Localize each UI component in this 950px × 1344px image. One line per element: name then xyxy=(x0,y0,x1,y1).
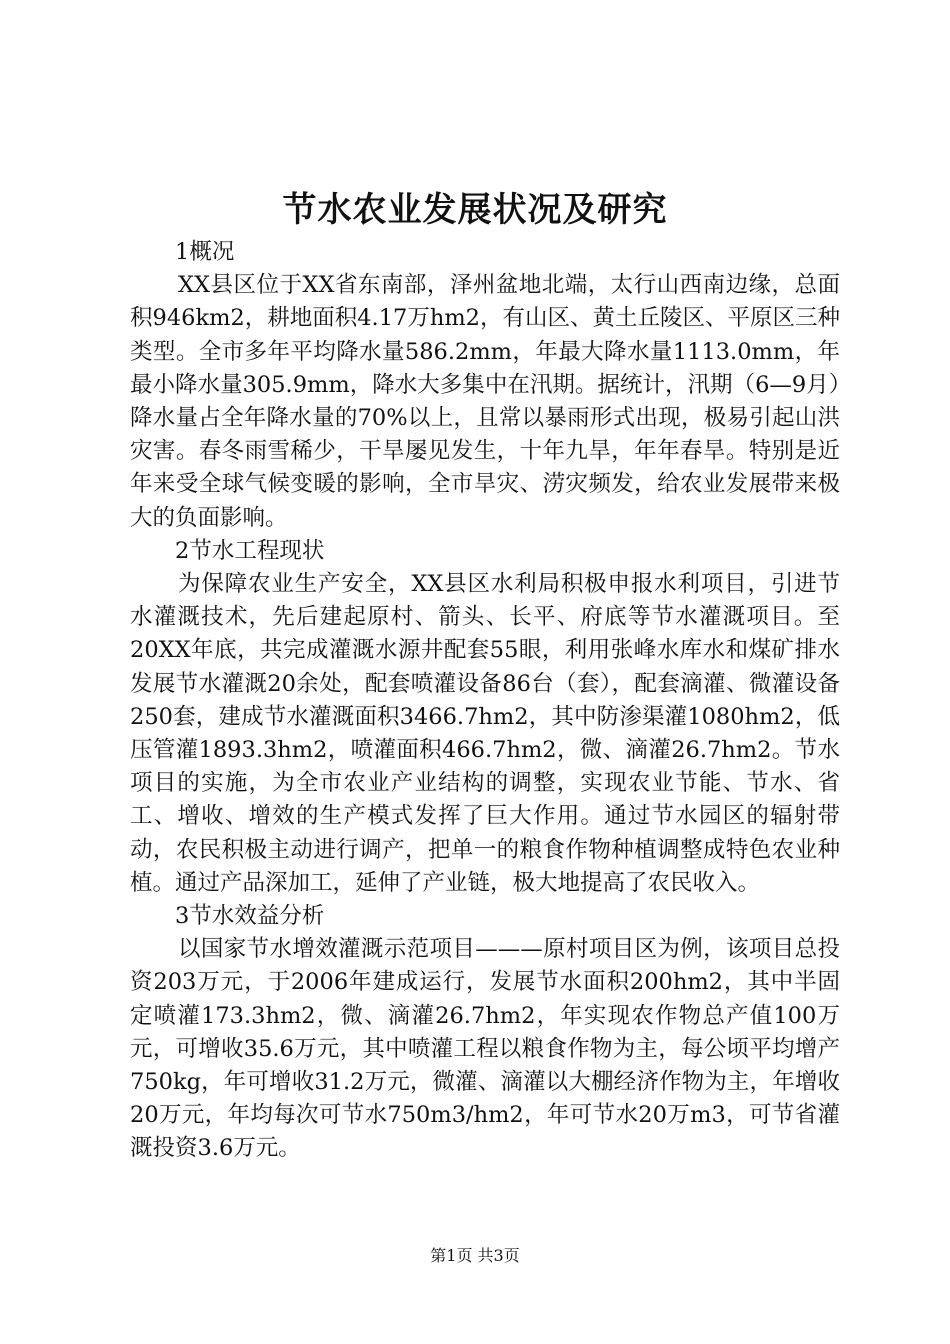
document-title: 节水农业发展状况及研究 xyxy=(282,190,668,230)
section-heading: 3节水效益分析 xyxy=(175,903,325,930)
section-paragraph: 为保障农业生产安全，XX县区水利局积极申报水利项目，引进节水灌溉技术，先后建起原村、箭头、长平、府底等节水灌溉项目。至20XX年底，共完成灌溉水源井配套55眼，利用张峰水库水和煤矿排水发展节水灌溉20余处，配套喷灌设备86台（套），配套滴灌、微灌设备250套，建成节水灌溉面积3466.7hm2，其中防渗渠灌1080hm2，低压管灌1893.3hm2，喷灌面积466.7hm2，微、滴灌26.7hm2。节水项目的实施，为全市农业产业结构的调整，实现农业节能、节水、省工、增收、增效的生产模式发挥了巨大作用。通过节水园区的辐射带动，农民积极主动进行调产，把单一的粮食作物种植调整成特色农业种植。通过产品深加工，延伸了产业链，极大地提高了农民收入。 xyxy=(130,571,840,896)
section-water-saving-projects xyxy=(130,535,840,900)
section-heading: 2节水工程现状 xyxy=(175,537,325,564)
document-body xyxy=(130,236,840,1166)
section-heading: 1概况 xyxy=(175,239,235,265)
section-benefit-analysis xyxy=(130,900,840,1166)
section-paragraph: 以国家节水增效灌溉示范项目———原村项目区为例，该项目总投资203万元，于2006年建成运行，发展节水面积200hm2，其中半固定喷灌173.3hm2，微、滴灌26.7hm2，年实现农作物总产值100万元，可增收35.6万元，其中喷灌工程以粮食作物为主，每公顷平均增产750kg，年可增收31.2万元，微灌、滴灌以大棚经济作物为主，年增收20万元，年均每次可节水750m3/hm2，年可节水20万m3，可节省灌溉投资3.6万元。 xyxy=(130,936,840,1162)
page-number-footer: 第1页 共3页 xyxy=(430,1246,520,1265)
section-overview xyxy=(130,236,840,535)
section-paragraph: XX县区位于XX省东南部，泽州盆地北端，太行山西南边缘，总面积946km2，耕地面积4.17万hm2，有山区、黄土丘陵区、平原区三种类型。全市多年平均降水量586.2mm，年最大降水量1113.0mm，年最小降水量305.9mm，降水大多集中在汛期。据统计，汛期（6—9月）降水量占全年降水量的70%以上，且常以暴雨形式出现，极易引起山洪灾害。春冬雨雪稀少，干旱屡见发生，十年九旱，年年春旱。特别是近年来受全球气候变暖的影响，全市旱灾、涝灾频发，给农业发展带来极大的负面影响。 xyxy=(130,272,840,531)
